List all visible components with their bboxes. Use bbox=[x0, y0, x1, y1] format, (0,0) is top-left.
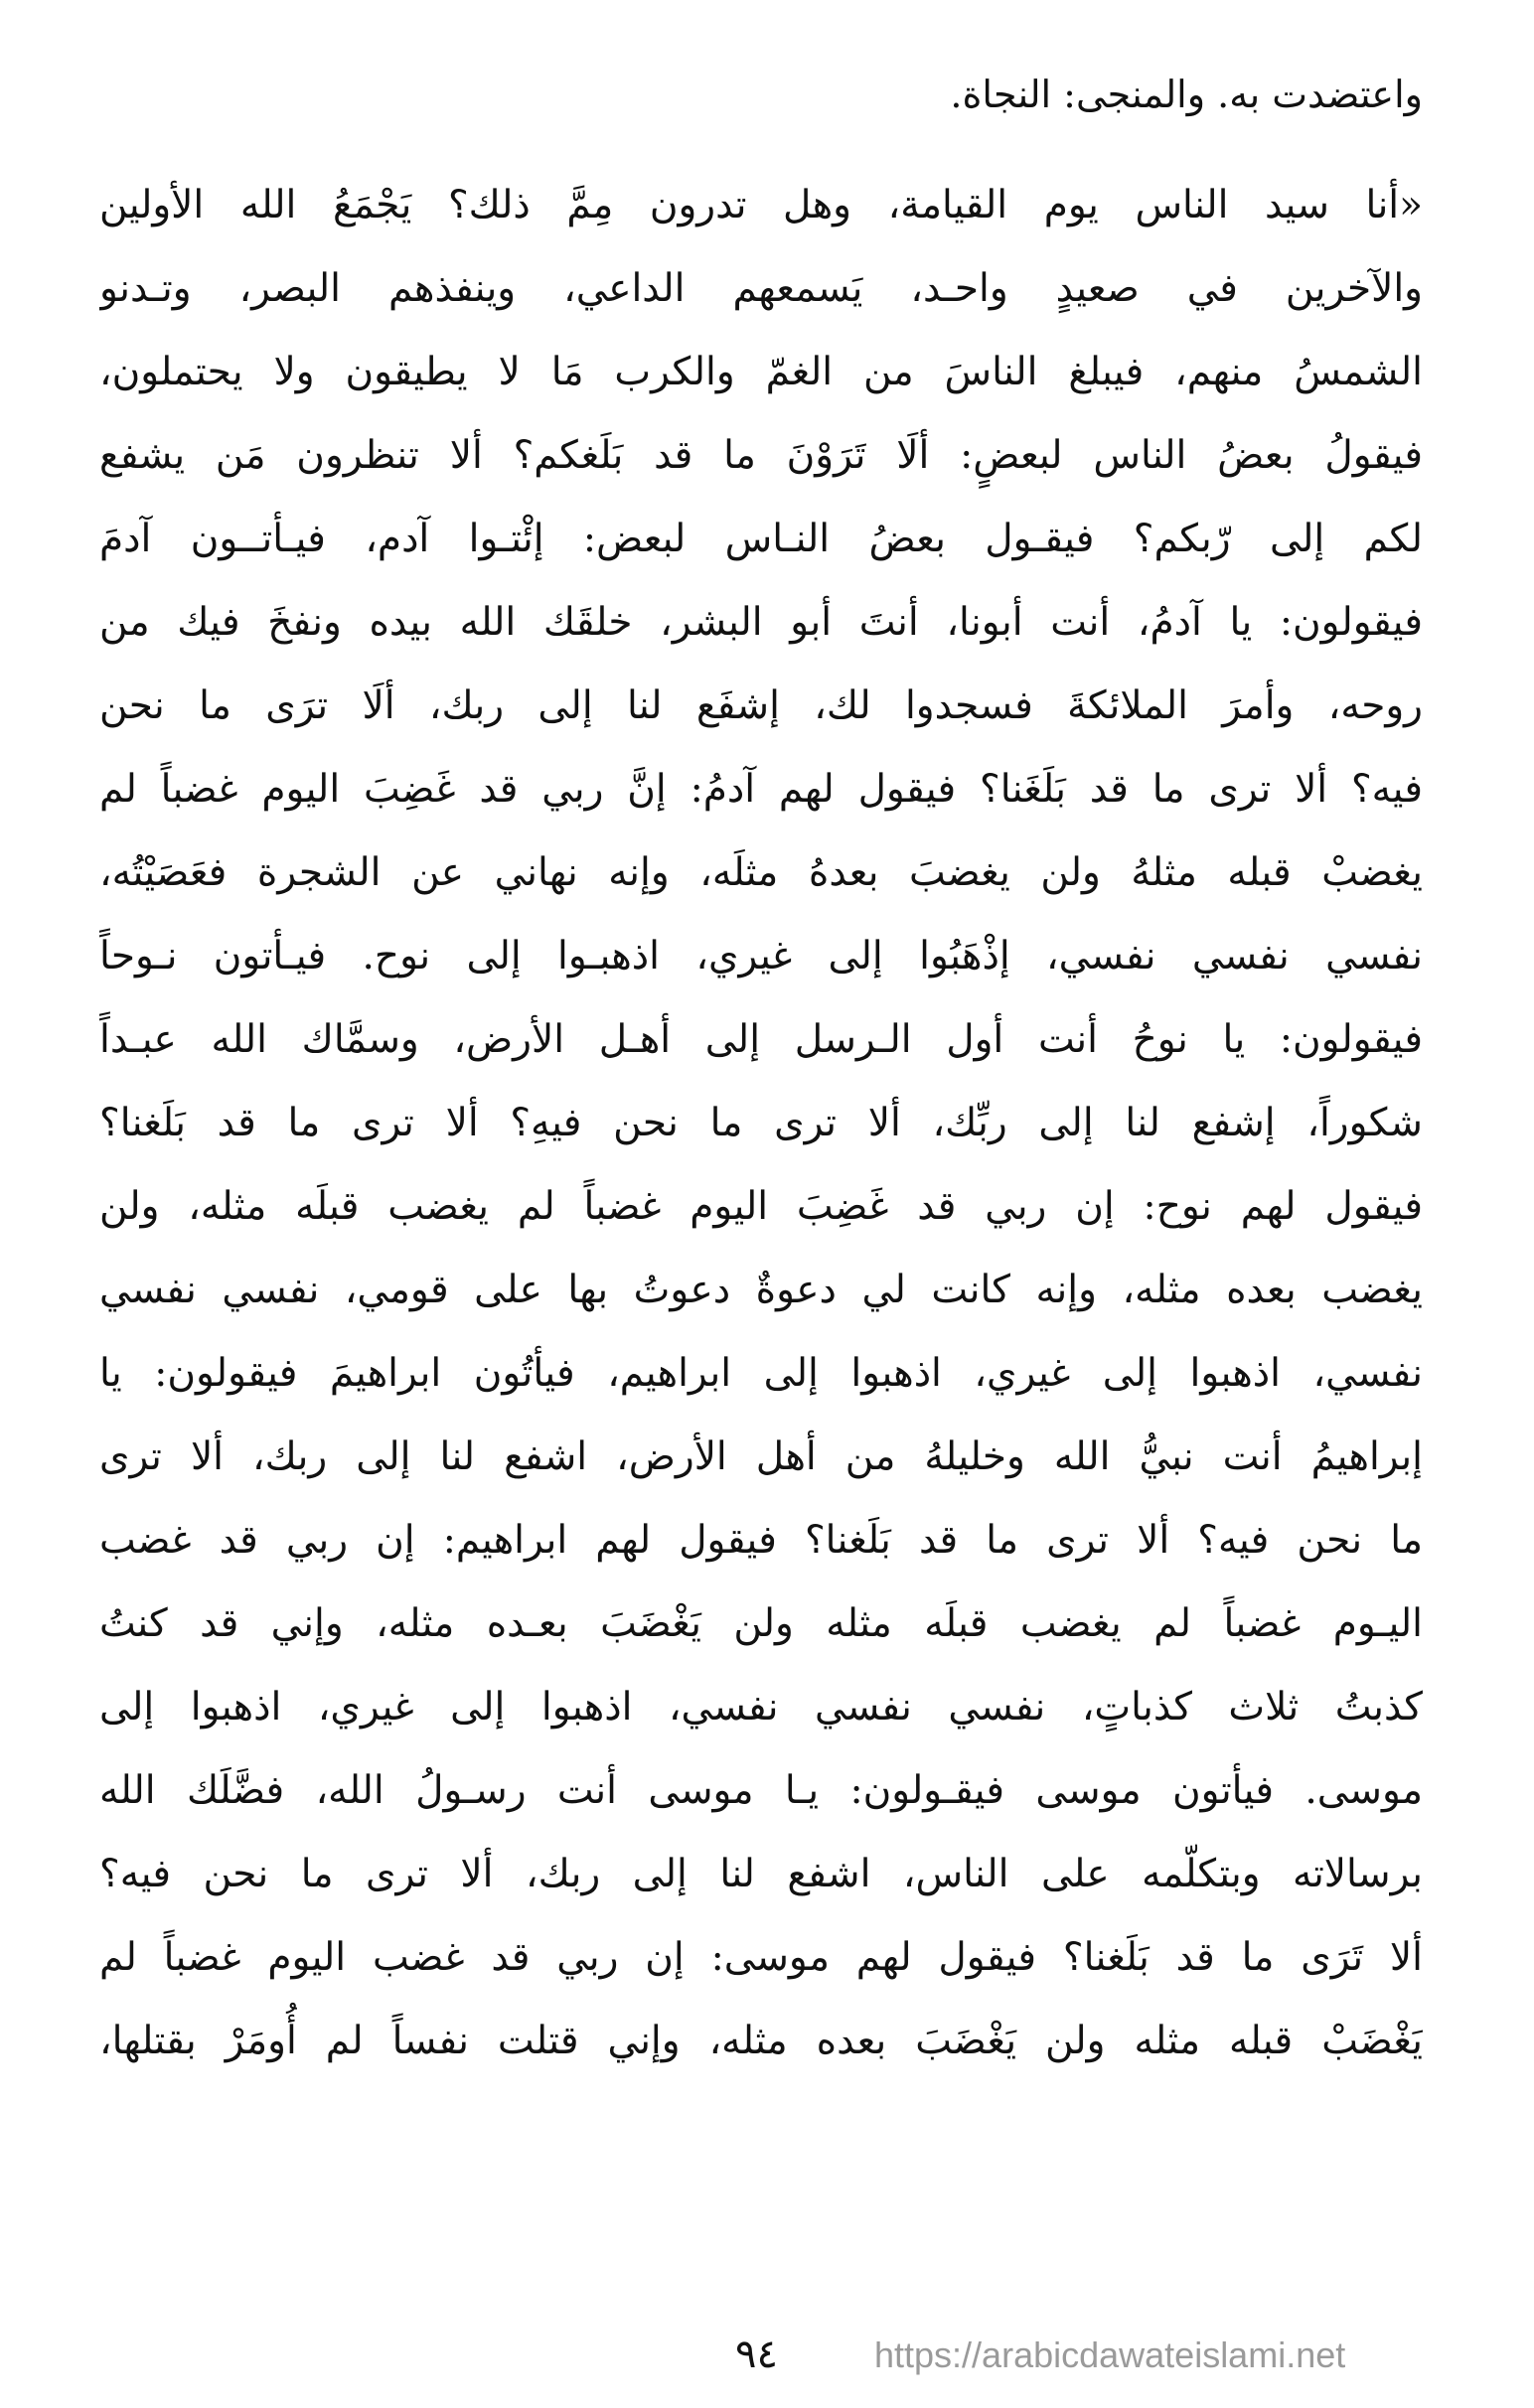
page-footer bbox=[0, 2325, 1534, 2384]
text-line: فيقول لهم نوح: إن ربي قد غَضِبَ اليوم غضباً لم يغضب قبلَه مثله، ولن bbox=[99, 1184, 1423, 1229]
text-line: كذبتُ ثلاث كذباتٍ، نفسي نفسي نفسي، اذهبوا إلى غيري، اذهبوا إلى bbox=[99, 1685, 1423, 1730]
text-line: موسى. فيأتون موسى فيقـولون: يـا موسى أنت رسـولُ الله، فضَّلَك الله bbox=[99, 1768, 1423, 1813]
text-line: برسالاته وبتكلّمه على الناس، اشفع لنا إلى ربك، ألا ترى ما نحن فيه؟ bbox=[99, 1852, 1423, 1896]
text-line: اليـوم غضباً لم يغضب قبلَه مثله ولن يَغْضَبَ بعـده مثله، وإني قد كنتُ bbox=[99, 1601, 1423, 1646]
hadith-paragraph bbox=[99, 164, 1423, 2083]
text-line: نفسي، اذهبوا إلى غيري، اذهبوا إلى ابراهيم، فيأتُون ابراهيمَ فيقولون: يا bbox=[99, 1351, 1423, 1396]
text-line: فيقولُ بعضُ الناس لبعضٍ: ألَا تَرَوْنَ ما قد بَلَغكم؟ ألا تنظرون مَن يشفع bbox=[99, 433, 1423, 478]
text-line: فيقولون: يا آدمُ، أنت أبونا، أنتَ أبو البشر، خلقَك الله بيده ونفخَ فيك من bbox=[99, 600, 1423, 645]
watermark-url: https://arabicdawateislami.net bbox=[874, 2334, 1346, 2375]
text-line: شكوراً، إشفع لنا إلى ربِّك، ألا ترى ما نحن فيهِ؟ ألا ترى ما قد بَلَغنا؟ bbox=[99, 1101, 1423, 1145]
text-line: يغضب بعده مثله، وإنه كانت لي دعوةٌ دعوتُ بها على قومي، نفسي نفسي bbox=[99, 1268, 1423, 1312]
top-line-text: واعتضدت به. والمنجى: النجاة. bbox=[950, 73, 1423, 116]
text-line: لكم إلى رّبكم؟ فيقـول بعضُ النـاس لبعض: إئْتـوا آدم، فيـأتــون آدمَ bbox=[99, 517, 1423, 561]
text-line: الشمسُ منهم، فيبلغ الناسَ من الغمّ والكرب مَا لا يطيقون ولا يحتملون، bbox=[99, 350, 1423, 394]
text-line: يَغْضَبْ قبله مثله ولن يَغْضَبَ بعده مثله، وإني قتلت نفساً لم أُومَرْ بقتلها، bbox=[99, 2019, 1423, 2063]
text-line: فيقولون: يا نوحُ أنت أول الـرسل إلى أهـل الأرض، وسمَّاك الله عبـداً bbox=[99, 1017, 1423, 1062]
text-line: فيه؟ ألا ترى ما قد بَلَغَنا؟ فيقول لهم آدمُ: إنَّ ربي قد غَضِبَ اليوم غضباً لم bbox=[99, 767, 1423, 812]
text-line: نفسي نفسي نفسي، إذْهَبُوا إلى غيري، اذهبـوا إلى نوح. فيـأتون نـوحاً bbox=[99, 934, 1423, 978]
text-line: روحه، وأمرَ الملائكةَ فسجدوا لك، إشفَع لنا إلى ربك، ألَا ترَى ما نحن bbox=[99, 683, 1423, 728]
text-line: إبراهيمُ أنت نبيُّ الله وخليلهُ من أهل الأرض، اشفع لنا إلى ربك، ألا ترى bbox=[99, 1434, 1423, 1479]
text-line: «أنا سيد الناس يوم القيامة، وهل تدرون مِمَّ ذلك؟ يَجْمَعُ الله الأولين bbox=[99, 183, 1423, 227]
text-line: يغضبْ قبله مثلهُ ولن يغضبَ بعدهُ مثلَه، وإنه نهاني عن الشجرة فعَصَيْتُه، bbox=[99, 850, 1423, 895]
text-line: ألا تَرَى ما قد بَلَغنا؟ فيقول لهم موسى: إن ربي قد غضب اليوم غضباً لم bbox=[99, 1935, 1423, 1980]
text-line: ما نحن فيه؟ ألا ترى ما قد بَلَغنا؟ فيقول لهم ابراهيم: إن ربي قد غضب bbox=[99, 1518, 1423, 1563]
page-number: ٩٤ bbox=[735, 2332, 778, 2377]
text-line: والآخرين في صعيدٍ واحـد، يَسمعهم الداعي، وينفذهم البصر، وتـدنو bbox=[99, 266, 1423, 311]
